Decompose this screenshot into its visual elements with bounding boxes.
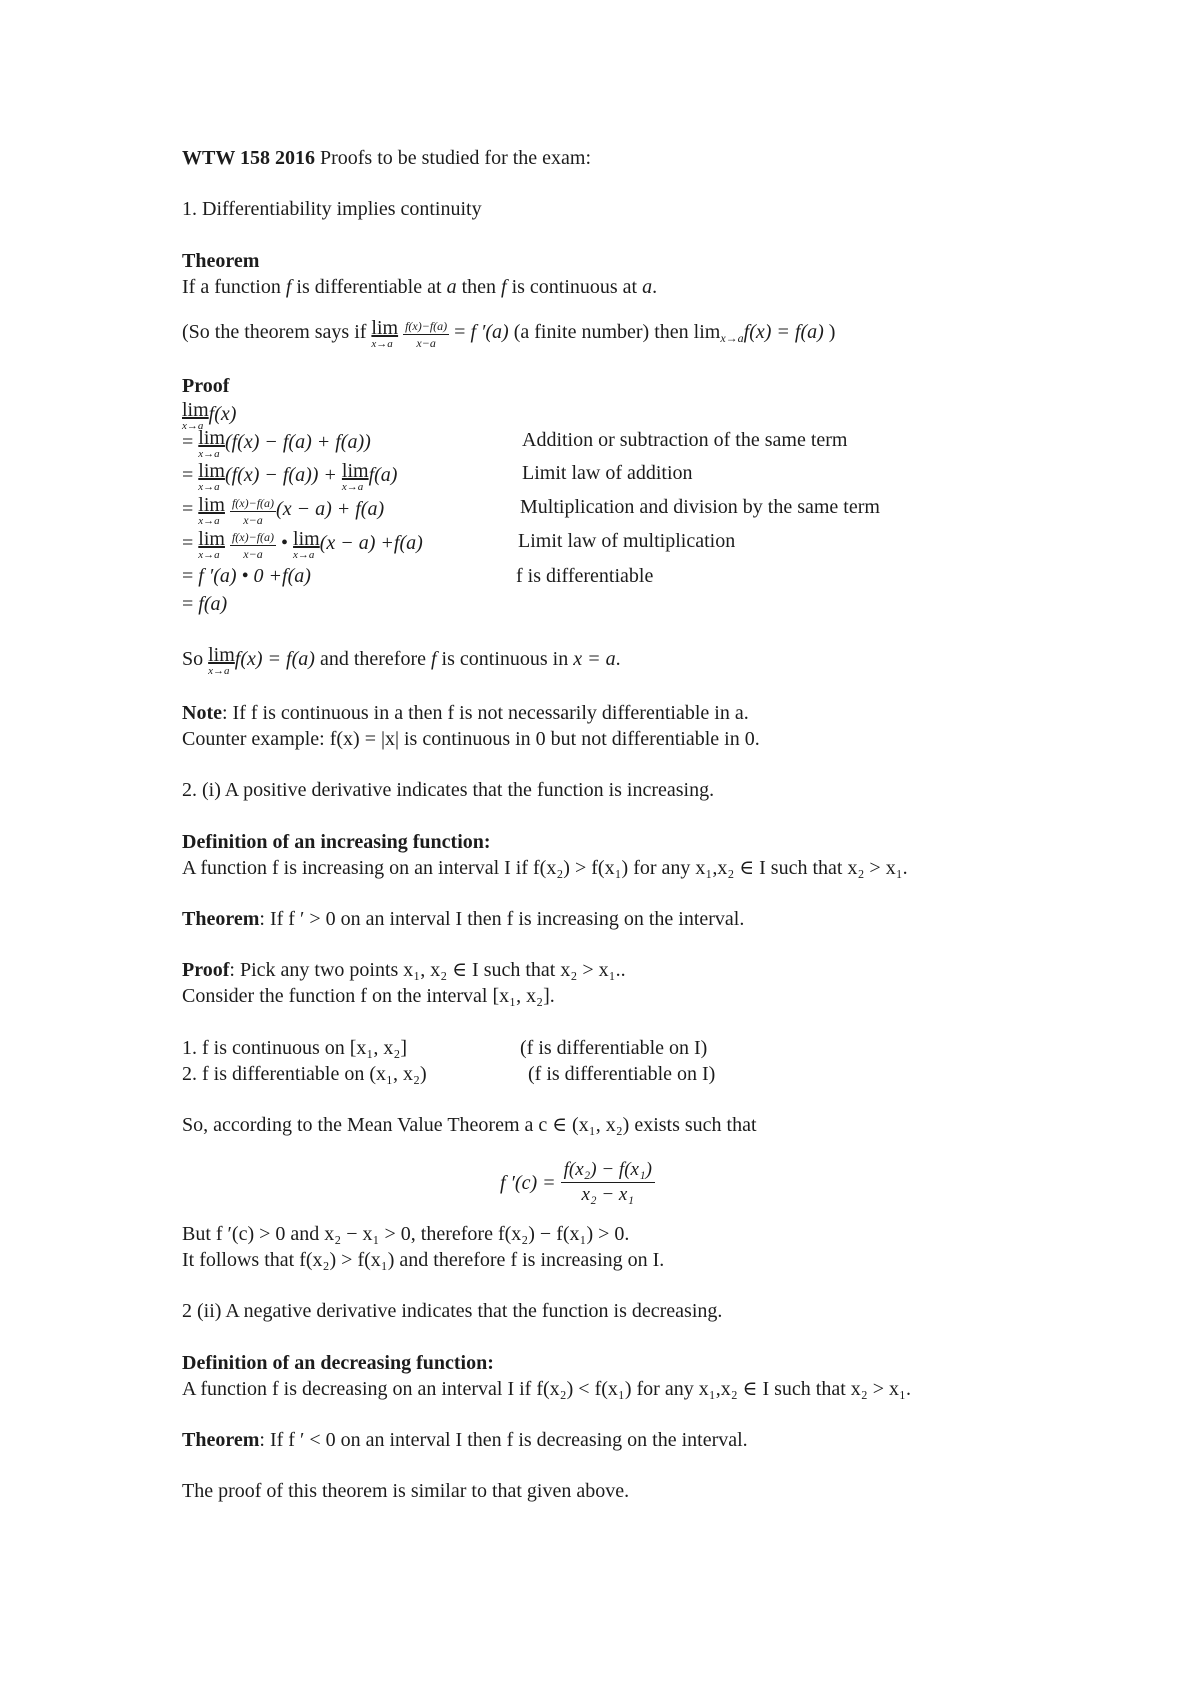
conclusion-part: f(x) = f(a) — [234, 648, 315, 670]
proof-prefix: = — [182, 593, 199, 615]
section-2i-definition-label: Definition of an increasing function: — [182, 831, 491, 853]
conclusion-part: x = a — [573, 648, 616, 670]
section-2ii-definition-text: A function f is decreasing on an interval I if f(x₂) < f(x₁) for any x₁,x₂ ∈ I such that x₂ > x₁. — [182, 1378, 912, 1400]
lim-word: lim — [182, 399, 209, 421]
theorem-text-part: is continuous at — [506, 276, 643, 298]
paraphrase-part: f ′(a) — [470, 321, 509, 343]
lim-subscript: x→a — [182, 420, 204, 432]
lim-word: lim — [198, 427, 225, 449]
limit-operator — [371, 318, 398, 350]
section-1-proof-label: Proof — [182, 375, 230, 397]
note-label: Note — [182, 702, 222, 724]
section-1-theorem-text — [182, 275, 657, 299]
proof-text: : Pick any two points x₁, x₂ ∈ I such that x₂ > x₁.. — [229, 959, 626, 981]
proof-prefix: = — [182, 431, 199, 453]
theorem-text-part: If a function — [182, 276, 286, 298]
proof-prefix: = — [182, 565, 199, 587]
fraction-denominator: x−a — [243, 513, 263, 527]
lim-word: lim — [198, 528, 225, 550]
section-2i-theorem — [182, 907, 744, 931]
lim-word: lim — [341, 460, 369, 482]
limit-operator — [198, 428, 225, 460]
section-2ii-definition-label: Definition of an decreasing function: — [182, 1352, 494, 1374]
document-title — [182, 146, 591, 170]
fraction-numerator: f(x)−f(a) — [231, 496, 275, 510]
section-2i-consider: Consider the function f on the interval [x₁, x₂]. — [182, 985, 555, 1007]
section-2i-follows: It follows that f(x₂) > f(x₁) and therefore f is increasing on I. — [182, 1249, 665, 1271]
section-2i-proof — [182, 958, 626, 982]
lim-word: lim — [208, 644, 235, 666]
fraction-denominator: x₂ − x₁ — [581, 1183, 634, 1205]
lim-subscript: x→a — [293, 549, 315, 561]
formula-lhs: f ′(c) = — [500, 1171, 561, 1194]
theorem-label: Theorem — [182, 908, 260, 930]
proof-prefix: = — [182, 464, 199, 486]
proof-label: Proof — [182, 959, 230, 981]
proof-expression: (x − a) +f(a) — [319, 532, 423, 554]
proof-expression: (f(x) − f(a) + f(a)) — [224, 431, 371, 453]
theorem-text-part: . — [652, 276, 658, 298]
theorem-text: : If f ′ < 0 on an interval I then f is decreasing on the interval. — [259, 1429, 748, 1451]
proof-expression: f ′(a) • 0 +f(a) — [198, 565, 311, 587]
section-2ii-theorem — [182, 1428, 748, 1452]
difference-quotient — [403, 320, 449, 349]
limit-operator — [198, 495, 225, 527]
theorem-label: Theorem — [182, 1429, 260, 1451]
limit-operator — [198, 529, 225, 561]
proof-expression: f(a) — [368, 464, 398, 486]
section-2i-but: But f ′(c) > 0 and x₂ − x₁ > 0, therefore f(x₂) − f(x₁) > 0. — [182, 1223, 630, 1245]
paraphrase-part: (a finite number) then — [508, 321, 694, 343]
conclusion-part: So — [182, 648, 209, 670]
mvt-fraction — [561, 1160, 655, 1205]
condition-1-reason: (f is differentiable on I) — [520, 1037, 708, 1059]
proof-line — [182, 461, 397, 493]
lim-subscript: x→a — [371, 338, 393, 350]
theorem-text-part: f — [285, 276, 292, 298]
proof-line — [182, 428, 371, 460]
theorem-text-part: f — [501, 276, 507, 298]
section-2i-heading: 2. (i) A positive derivative indicates that the function is increasing. — [182, 779, 715, 801]
proof-line — [182, 564, 311, 588]
conclusion-part: . — [615, 648, 621, 670]
lim-subscript: x→a — [208, 665, 230, 677]
proof-prefix: = — [182, 532, 199, 554]
difference-quotient — [230, 531, 276, 560]
paraphrase-part: lim — [693, 321, 721, 343]
lim-subscript: x→a — [198, 448, 220, 460]
paraphrase-part: ) — [823, 321, 836, 343]
section-2ii-closing: The proof of this theorem is similar to that given above. — [182, 1480, 630, 1502]
section-1-conclusion — [182, 645, 621, 677]
lim-word: lim — [293, 528, 320, 550]
proof-expression: f(x) — [208, 403, 237, 425]
proof-prefix: = — [182, 498, 199, 520]
lim-word: lim — [198, 494, 225, 516]
proof-reason: Multiplication and division by the same term — [520, 496, 880, 518]
title-rest: Proofs to be studied for the exam: — [314, 147, 592, 169]
title-course: WTW 158 2016 — [182, 147, 315, 169]
section-2i-definition-text: A function f is increasing on an interval I if f(x₂) > f(x₁) for any x₁,x₂ ∈ I such that x₂ > x₁. — [182, 857, 908, 879]
theorem-text-part: then — [456, 276, 501, 298]
section-1-note — [182, 701, 749, 725]
lim-subscript: x→a — [198, 549, 220, 561]
theorem-text-part: a — [446, 276, 457, 298]
section-2ii-heading: 2 (ii) A negative derivative indicates that the function is decreasing. — [182, 1300, 723, 1322]
fraction-numerator: f(x₂) − f(x₁) — [561, 1160, 655, 1183]
proof-reason: f is differentiable — [516, 565, 654, 587]
section-1-theorem-label: Theorem — [182, 250, 260, 272]
proof-line — [182, 495, 384, 527]
fraction-denominator: x−a — [416, 336, 436, 350]
fraction-numerator: f(x)−f(a) — [405, 319, 448, 333]
proof-expression: (x − a) + f(a) — [276, 498, 385, 520]
theorem-paraphrase — [182, 318, 835, 350]
paraphrase-part: f(x) = f(a) — [743, 321, 824, 343]
proof-line — [182, 529, 423, 561]
limit-operator — [342, 461, 369, 493]
theorem-text-part: a — [642, 276, 653, 298]
lim-subscript: x→a — [720, 331, 744, 345]
proof-reason: Limit law of multiplication — [518, 530, 736, 552]
condition-2: 2. f is differentiable on (x₁, x₂) — [182, 1063, 427, 1085]
lim-subscript: x→a — [341, 481, 364, 493]
proof-expression: f(a) — [198, 593, 228, 615]
paraphrase-part: = — [454, 321, 471, 343]
mean-value-statement: So, according to the Mean Value Theorem a c ∈ (x₁, x₂) exists such that — [182, 1114, 757, 1136]
limit-operator — [293, 529, 320, 561]
lim-word: lim — [198, 460, 225, 482]
limit-operator — [198, 461, 225, 493]
proof-reason: Limit law of addition — [522, 462, 693, 484]
proof-expression: (f(x) − f(a)) + — [224, 464, 342, 486]
difference-quotient — [230, 497, 276, 526]
fraction-numerator: f(x)−f(a) — [231, 530, 275, 544]
conclusion-part: f — [430, 648, 437, 670]
theorem-text-part: is differentiable at — [291, 276, 447, 298]
proof-reason: Addition or subtraction of the same term — [522, 429, 848, 451]
condition-2-reason: (f is differentiable on I) — [528, 1063, 716, 1085]
proof-expression: • — [276, 532, 294, 554]
paraphrase-part: (So the theorem says if — [182, 321, 372, 343]
section-1-counter-example: Counter example: f(x) = |x| is continuous in 0 but not differentiable in 0. — [182, 728, 760, 750]
lim-subscript: x→a — [198, 481, 220, 493]
limit-operator — [208, 645, 235, 677]
mean-value-formula — [500, 1160, 655, 1205]
conclusion-part: is continuous in — [436, 648, 574, 670]
lim-subscript: x→a — [198, 515, 220, 527]
note-text: : If f is continuous in a then f is not necessarily differentiable in a. — [221, 702, 749, 724]
section-1-heading: 1. Differentiability implies continuity — [182, 198, 482, 220]
proof-line — [182, 592, 227, 616]
conclusion-part: and therefore — [314, 648, 431, 670]
fraction-denominator: x−a — [243, 547, 263, 561]
lim-word: lim — [371, 317, 399, 339]
theorem-text: : If f ′ > 0 on an interval I then f is increasing on the interval. — [259, 908, 745, 930]
condition-1: 1. f is continuous on [x₁, x₂] — [182, 1037, 408, 1059]
